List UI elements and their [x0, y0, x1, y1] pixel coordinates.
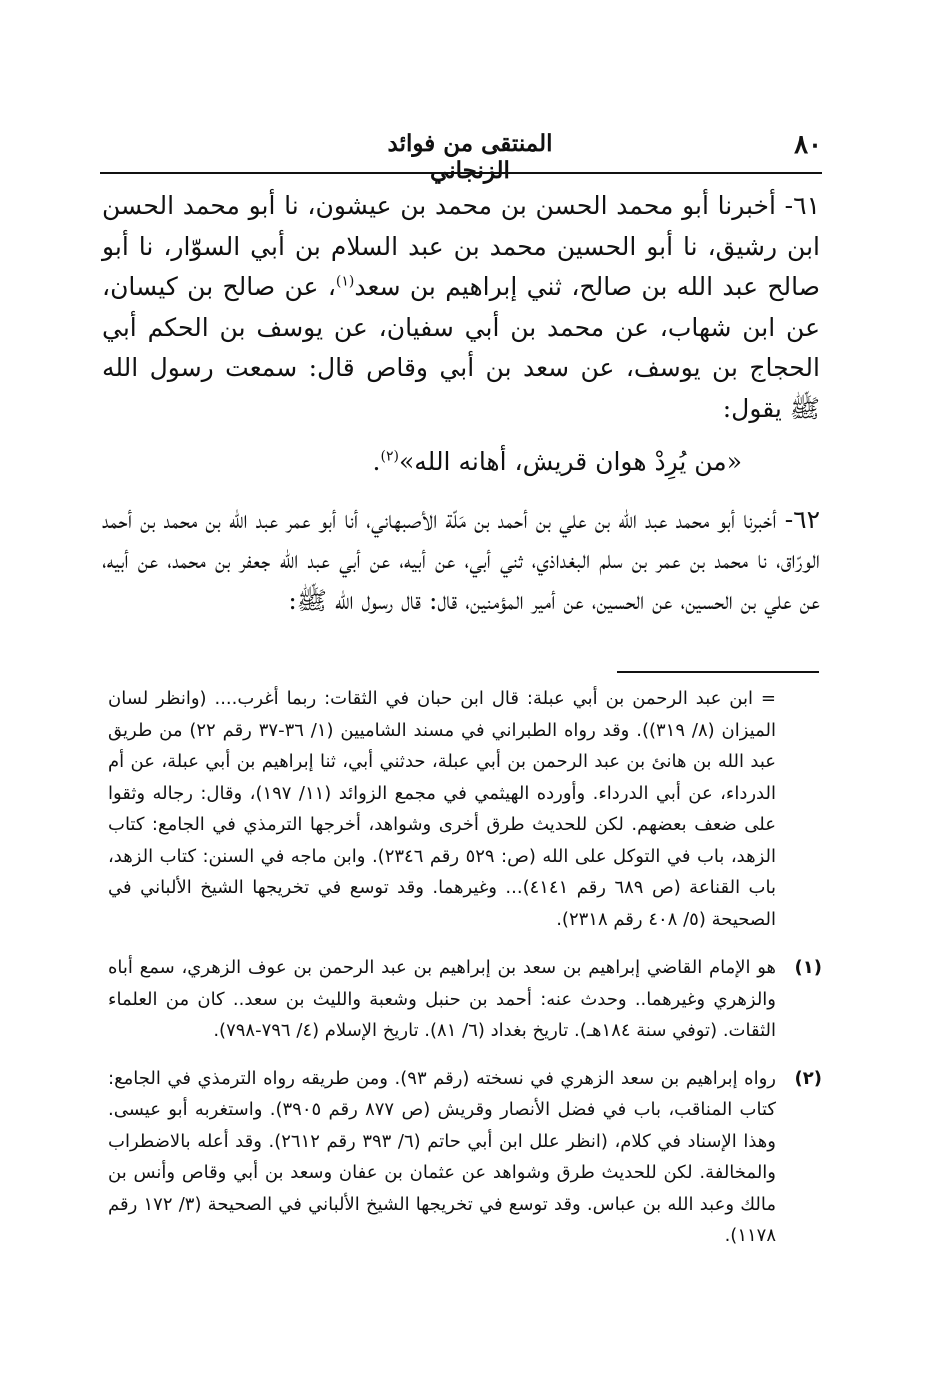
footnote-1-text: هو الإمام القاضي إبراهيم بن سعد بن إبراهيم بن عبد الرحمن بن عوف الزهري، سمع أباه والزهري وغيرهما.. وحدث عنه: أحمد بن حنبل وشعبة والليث بن سعد.. كان من العلماء الثقات. (توفي سنة ١٨٤هـ). تاريخ بغداد (٦/ ٨١). تاريخ الإسلام (٤/ ٧٩٦-٧٩٨).	[108, 957, 776, 1041]
footnote-ref-1[interactable]: (١)	[335, 273, 355, 290]
footnote-1	[108, 952, 822, 1047]
hadith-61-isnad-start: ٦١- أخبرنا أبو محمد الحسن بن محمد بن عيشون، نا أبو محمد الحسن ابن رشيق، نا أبو الحسين محمد بن عبد السلام بن أبي السوّار، نا أبو صالح عبد الله بن صالح، ثني إبراهيم بن سعد	[102, 191, 820, 301]
footnotes	[108, 683, 822, 1268]
footnote-2-marker: (٢)	[794, 1067, 822, 1089]
hadith-62-text: ٦٢- أخبرنا أبو محمد عبد الله بن علي بن أحمد بن مَلّة الأصبهاني، أنا أبو عمر عبد الله بن محمد بن أحمد الورّاق، نا محمد بن عمر بن سلم البغداذي، ثني أبي، عن أبيه، عن أبي عبد الله جعفر بن محمد، عن أبيه، عن علي بن الحسين، عن الحسين، عن أمير المؤمنين، قال: قال رسول الله ﷺ:	[102, 504, 820, 615]
running-title: المنتقى من فوائد الزنجاني	[387, 130, 553, 184]
hadith-61-matn	[102, 442, 820, 483]
footnote-continuation: = ابن عبد الرحمن بن أبي عبلة: قال ابن حبان في الثقات: ربما أغرب.... (وانظر لسان الميزان (٨/ ٣١٩)). وقد رواه الطبراني في مسند الشاميين (١/ ٣٦-٣٧ رقم ٢٢) من طريق عبد الله بن هانئ بن عبد الرحمن بن أبي عبلة، حدثني أبي، ثنا إبراهيم بن أبي عبلة، عن أم الدرداء، عن أبي الدرداء. وأورده الهيثمي في مجمع الزوائد (١١/ ١٩٧)، وقال: رجاله وثقوا على ضعف بعضهم. لكن للحديث طرق أخرى وشواهد، أخرجها الترمذي في الجامع: كتاب الزهد، باب في التوكل على الله (ص: ٥٢٩ رقم ٢٣٤٦). وابن ماجه في السنن: كتاب الزهد، باب القناعة (ص ٦٨٩ رقم ٤١٤١)... وغيرهما. وقد توسع في تخريجها الشيخ الألباني في الصحيحة (٥/ ٤٠٨ رقم ٢٣١٨).	[108, 688, 777, 930]
page-header	[100, 128, 822, 184]
hadith-61-matn-end: .	[372, 447, 381, 476]
main-text	[102, 186, 820, 621]
footnote-2-text: رواه إبراهيم بن سعد الزهري في نسخته (رقم ٩٣). ومن طريقه رواه الترمذي في الجامع: كتاب المناقب، باب في فضل الأنصار وقريش (ص ٨٧٧ رقم ٣٩٠٥). واستغربه أبو عيسى. وهذا الإسناد في كلام، (انظر علل ابن أبي حاتم (٦/ ٣٩٣ رقم ٢٦١٢). وقد أعله بالاضطراب والمخالفة. لكن للحديث طرق وشواهد عن عثمان بن عفان وسعد بن أبي وقاص وأنس بن مالك وعبد الله بن عباس. وقد توسع في تخريجها الشيخ الألباني في الصحيحة (٣/ ١٧٢ رقم ١١٧٨).	[108, 1067, 777, 1246]
footnote-ref-2[interactable]: (٢)	[380, 448, 399, 465]
footnote-1-marker: (١)	[794, 957, 822, 978]
hadith-61-paragraph	[102, 186, 820, 429]
hadith-61-matn-text: «من يُرِدْ هوان قريش، أهانه الله»	[398, 447, 742, 476]
page-number: ٨٠	[794, 130, 822, 160]
footnote-separator	[617, 671, 819, 673]
hadith-61-isnad-end: ، عن صالح بن كيسان، عن ابن شهاب، عن محمد بن أبي سفيان، عن يوسف بن الحكم أبي الحجاج بن يوسف، عن سعد بن أبي وقاص قال: سمعت رسول الله ﷺ يقول:	[102, 272, 820, 423]
hadith-62-paragraph	[102, 500, 820, 622]
footnote-2	[108, 1063, 822, 1252]
